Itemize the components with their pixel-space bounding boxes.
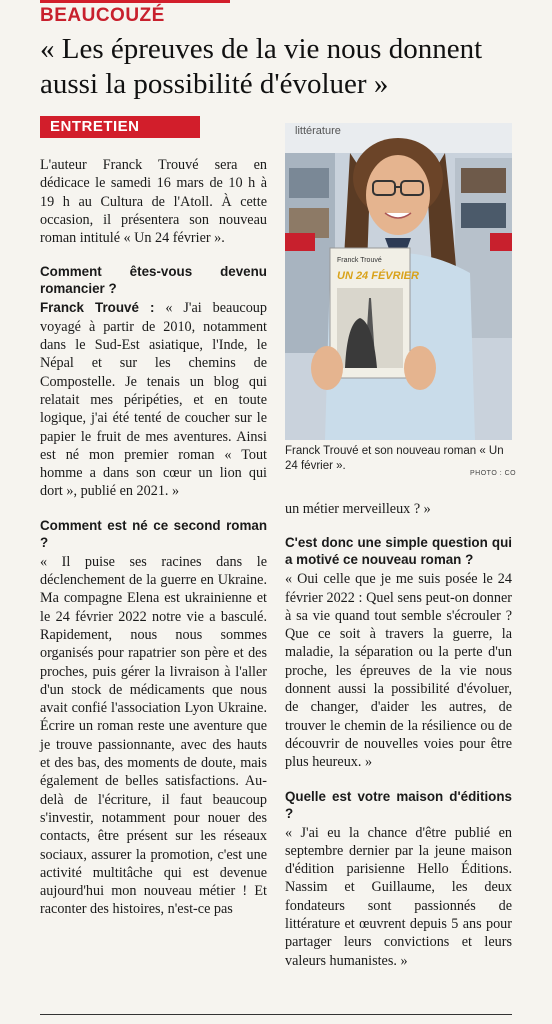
top-rule [40,0,230,3]
article-headline: « Les épreuves de la vie nous donnent aussi la possibilité d'évoluer » [40,33,483,100]
entretien-tag: ENTRETIEN [40,116,200,138]
section-kicker: BEAUCOUZÉ [40,5,165,26]
question-3: C'est donc une simple question qui a motivé ce nouveau roman ? [285,535,512,568]
answer-3: « Oui celle que je me suis posée le 24 février 2022 : Quel sens peut-on donner à sa vie quand tout semble s'écrouler ? Que ce soit à travers la guerre, la maladie, la séparation ou la perte d'un proche, les épreuves de la vie nous donnent aussi la possibilité d'évoluer, de changer, d'aider les autres, de trouver le chemin de la résilience ou de découvrir de nouvelles voies pour être plus heureux. » [285,571,512,771]
left-column [40,156,267,919]
intro-paragraph: L'auteur Franck Trouvé sera en dédicace le samedi 16 mars de 10 h à 19 h au Cultura de l'Atoll. À cette occasion, il présentera son nouveau roman intitulé « Un 24 février ». [40,157,267,247]
author-photo-illustration [285,123,512,440]
answer-1-speaker: Franck Trouvé : [40,300,155,316]
photo-caption: Franck Trouvé et son nouveau roman « Un 24 février ». [285,445,504,472]
photo-credit: PHOTO : CO [470,470,517,477]
answer-2-continued: un métier merveilleux ? » [285,501,431,517]
store-sign-text: littérature [295,125,341,137]
question-4: Quelle est votre maison d'éditions ? [285,788,512,821]
author-photo [285,123,512,440]
answer-1 [40,299,267,500]
question-2: Comment est né ce second roman ? [40,517,267,550]
book-author-text: Franck Trouvé [337,257,382,264]
book-title-text: UN 24 FÉVRIER [337,270,419,282]
right-column [285,500,512,970]
question-1: Comment êtes-vous devenu romancier ? [40,264,267,297]
answer-4: « J'ai eu la chance d'être publié en septembre dernier par la jeune maison d'édition parisienne Hello Éditions. Nassim et Guillaume, les deux fondateurs sont passionnés de littérature et œuvrent depuis 5 ans pour partager leurs convictions et leurs valeurs humanistes. » [285,824,512,969]
bottom-rule [40,1014,512,1015]
answer-1-text: « J'ai beaucoup voyagé à partir de 2010, notamment dans le Sud-Est asiatique, l'Inde, le Népal et sur les chemins de Compostelle. Je tenais un blog qui relatait mes péripéties, et en toute logique, j'ai été tenté de coucher sur le papier le fruit de mes aventures. Ainsi est né mon premier roman « Tout homme a dans son cœur un lion qui dort », publié en 2021. » [40,300,267,500]
answer-2: « Il puise ses racines dans le déclenchement de la guerre en Ukraine. Ma compagne Elena est ukrainienne et le 24 février 2022 notre vie a basculé. Rapidement, nous nous sommes organisés pour rapatrier son père et des proches, puis gérer la livraison à l'aller d'un stock de médicaments que nous avait confié l'association Lyon Ukraine. Écrire un roman reste une aventure que je trouve passionnante, avec des hauts et des bas, des moments de doute, mais également de belles satisfactions. Au-delà de l'écriture, il faut beaucoup s'investir, notamment pour nouer des contacts, être présent sur les réseaux sociaux, assurer la promotion, c'est une activité multitâche qui est devenue aujourd'hui mon nouveau métier ! Et raconter des histoires, n'est-ce pas [40,553,267,918]
